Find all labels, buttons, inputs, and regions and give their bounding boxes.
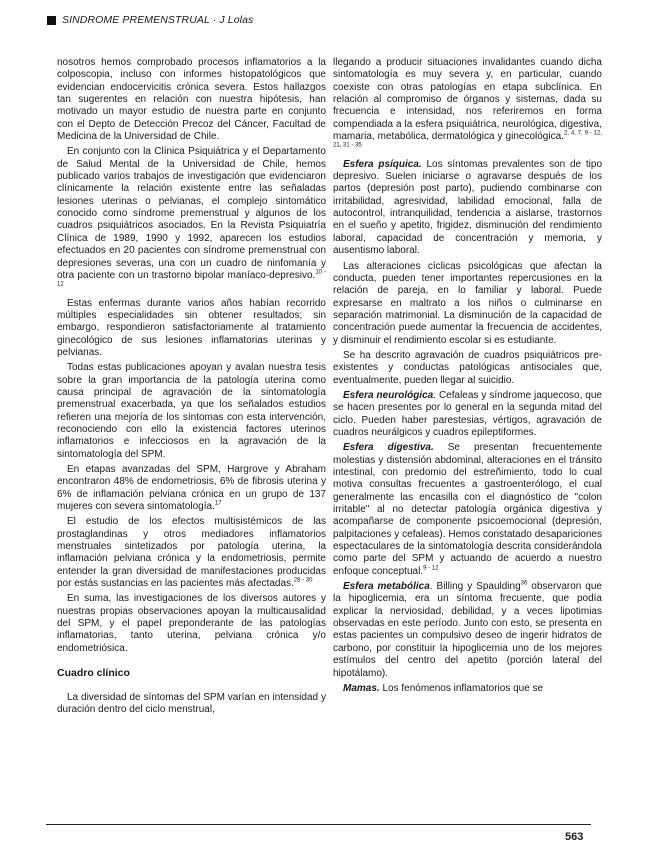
running-header — [47, 14, 253, 26]
paragraph: Esfera digestiva. Se presentan frecuentemente molestias y distensión abdominal, alteraciones en el tránsito intestinal, con predomio del estreñimiento, todo lo cual motiva consultas frecuentes a gastroenterólogo, el cual generalmente las encasilla con el diagnóstico de "colon irritable" al no detectar patología orgánica digestiva y acompañarse de componente psicoemocional (depresión, palpitaciones y cefaleas). Hemos constatado desapariciones espectaculares de la sintomatología descrita considerándola como parte del SPM y actuando de acuerdo a nuestro enfoque conceptual.$^{9 - 12}$ — [333, 442, 603, 577]
paragraph: Todas estas publicaciones apoyan y avalan nuestra tesis sobre la gran importancia de la patología uterina como causa principal de agravación de la sintomatología premenstrual exacerbada, ya que los señalados estudios refieren una mejoría de los síntomas con esta intervención, reconociendo con ello la existencia factores uterinos inflamatorios e infecciosos en la agravación de la sintomatología del SPM. — [57, 362, 326, 460]
left-column — [57, 57, 326, 719]
header-square-icon — [47, 16, 56, 25]
running-title: SINDROME PREMENSTRUAL · J Lolas — [62, 14, 254, 26]
paragraph: Esfera neurológica. Cefaleas y síndrome jaquecoso, que se hacen presentes por lo general en la segunda mitad del ciclo. Pueden haber parestesias, vértigos, agravación de cuadros neurálgicos y cuadros epileptiformes. — [333, 389, 602, 438]
paragraph: Se ha descrito agravación de cuadros psiquiátricos pre-existentes y conductas patológicas antisociales que, eventualmente, pueden llegar al suicidio. — [333, 349, 602, 386]
page-number: 563 — [565, 831, 584, 843]
paragraph: Estas enfermas durante varios años habían recorrido múltiples especialidades sin obtener resultados; sin embargo, respondieron satisfactoriamente al tratamiento ginecológico de sus lesiones inflamatorias uterinas y pelvianas. — [57, 297, 326, 358]
paragraph: En suma, las investigaciones de los diversos autores y nuestras propias observaciones apoyan la multicausalidad del SPM, y el papel preponderante de las patologías inflamatorias, tanto uterina, pelviana crónica y/o endometriósica. — [57, 593, 326, 654]
paragraph: llegando a producir situaciones invalidantes cuando dicha sintomatología es muy severa y, en particular, cuando coexiste con otras patologías en etapa subclínica. En relación al compromiso de órganos y sistemas, dada su frecuencia e intensidad, nos referiremos en forma compendiada a la esfera psiquiátrica, neurológica, digestiva, mamaria, metabólica, dermatológica y ginecológica.$^{2, 4, 7, 9 - 12, 21, 31 - 35}$ — [333, 57, 602, 150]
paragraph: En etapas avanzadas del SPM, Hargrove y Abraham encontraron 48% de endometriosis, 6% de fibrosis uterina y 6% de inflamación pelviana crónica en un grupo de 137 mujeres con severa sintomatología.$^{17}$ — [57, 464, 326, 513]
paragraph: Esfera metabólica. Billing y Spaulding$^{36}$ observaron que la hipoglicemia, era un síntoma frecuente, que podía explicar la nerviosidad, debilidad, y a veces lipotimias observadas en este período. Junto con esto, se presenta en estas pacientes un compulsivo deseo de ingerir hidratos de carbono, por constituir la hipoglicemia uno de los mejores estímulos del centro del apetito (porción lateral del hipotálamo). — [333, 580, 602, 679]
paragraph: Esfera psíquica. Los síntomas prevalentes son de tipo depresivo. Suelen iniciarse o agravarse después de los partos (depresión post parto), pudiendo combinarse con irritabilidad, agresividad, labilidad emocional, falla de autocontrol, intranquilidad, tendencia a aislarse, trastornos en el sueño y apetito, frigidez, disminución del rendimiento laboral, capacidad de concentración y memoria, y ausentismo laboral. — [333, 158, 602, 257]
paragraph: En conjunto con la Clínica Psiquiátrica y el Departamento de Salud Mental de la Universidad de Chile, hemos publicado varios trabajos de investigación que evidenciaron clínicamente la relación existente entre las señaladas lesiones uterinas o pelvianas, el complejo sintomático conocido como síndrome premenstrual y algunos de los cuadros psiquiátricos asociados. En la Revista Psiquiatría Clínica de 1989, 1990 y 1992, aparecen los estudios efectuados en 20 pacientes con síndrome premenstrual con depresiones severas, una con un cuadro de ninfomanía y otra paciente con un trastorno bipolar maníaco-depresivo.$^{10 - 12}$ — [57, 146, 326, 288]
right-column — [333, 57, 602, 698]
footer-rule — [46, 824, 591, 825]
paragraph: El estudio de los efectos multisistémicos de las prostaglandinas y otros mediadores inflamatorios menstruales sintetizados por patología uterina, la inflamación pelviana crónica y la endometriosis, permite entender la gran diversidad de manifestaciones producidas por estás sustancias en las pacientes más afectadas.$^{28 - 30}$ — [57, 516, 326, 590]
paragraph: Las alteraciones cíclicas psicológicas que afectan la conducta, pueden tener importantes repercusiones en la relación de pareja, en lo familiar y laboral. Puede expresarse en maltrato a los niños o culminarse en separación matrimonial. La disminución de la capacidad de concentración puede aumentar la frecuencia de accidentes, y disminuir el rendimiento escolar si es estudiante. — [333, 260, 602, 346]
paragraph: La diversidad de síntomas del SPM varían en intensidad y duración dentro del ciclo menstrual, — [57, 691, 326, 715]
paragraph: nosotros hemos comprobado procesos inflamatorios a la colposcopia, incluso con informes histopatológicos que evidencian endocervicitis crónica severa. Estos hallazgos tan sugerentes en relación con nuestra hipótesis, han motivado un mayor estudio de nuestra parte en conjunto con el Depto de Detección Precoz del Cáncer, Facultad de Medicina de la Universidad de Chile. — [57, 57, 326, 143]
paragraph: Mamas. Los fenómenos inflamatorios que se — [343, 682, 544, 694]
section-heading: Cuadro clínico — [57, 667, 130, 680]
